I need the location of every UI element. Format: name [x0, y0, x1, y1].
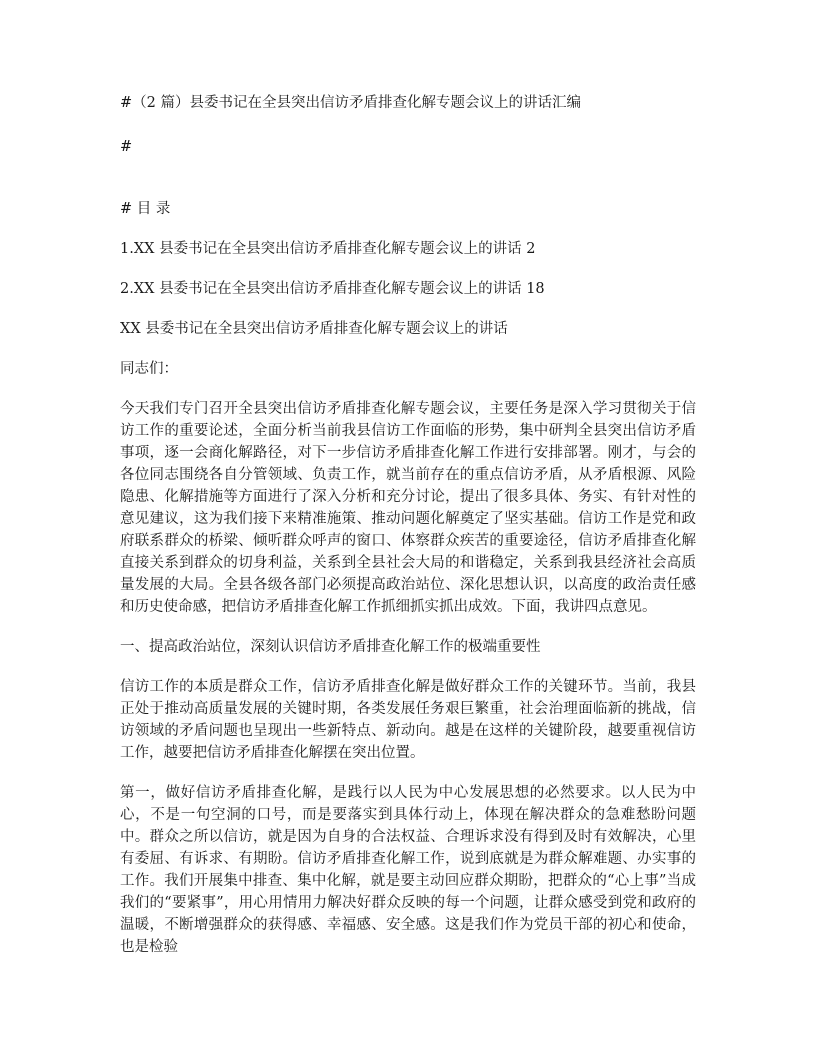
body-paragraph: 信访工作的本质是群众工作，信访矛盾排查化解是做好群众工作的关键环节。当前，我县正处于推动高质量发展的关键时期，各类发展任务艰巨繁重，社会治理面临新的挑战，信访领域的矛盾问题也呈现出一些新特点、新动向。越是在这样的关键阶段，越要重视信访工作，越要把信访矛盾排查化解摆在突出位置。 — [120, 679, 696, 761]
hash-line: # — [120, 139, 133, 155]
document-title: #（2 篇）县委书记在全县突出信访矛盾排查化解专题会议上的讲话汇编 — [120, 95, 581, 111]
body-paragraph: 今天我们专门召开全县突出信访矛盾排查化解专题会议，主要任务是深入学习贯彻关于信访工作的重要论述，全面分析当前我县信访工作面临的形势，集中研判全县突出信访矛盾事项，逐一会商化解路径，对下一步信访矛盾排查化解工作进行安排部署。刚才，与会的各位同志围绕各自分管领域、负责工作，就当前存在的重点信访矛盾，从矛盾根源、风险隐患、化解措施等方面进行了深入分析和充分讨论，提出了很多具体、务实、有针对性的意见建议，这为我们接下来精准施策、推动问题化解奠定了坚实基础。信访工作是党和政府联系群众的桥梁、倾听群众呼声的窗口、体察群众疾苦的重要途径，信访矛盾排查化解直接关系到群众的切身利益，关系到全县社会大局的和谐稳定，关系到我县经济社会高质量发展的大局。全县各级各部门必须提高政治站位、深化思想认识，以高度的政治责任感和历史使命感，把信访矛盾排查化解工作抓细抓实抓出成效。下面，我讲四点意见。 — [120, 401, 696, 615]
document-page — [120, 92, 696, 958]
body-paragraph: 第一，做好信访矛盾排查化解，是践行以人民为中心发展思想的必然要求。以人民为中心，不是一句空洞的口号，而是要落实到具体行动上，体现在解决群众的急难愁盼问题中。群众之所以信访，就是因为自身的合法权益、合理诉求没有得到及时有效解决，心里有委屈、有诉求、有期盼。信访矛盾排查化解工作，说到底就是为群众解难题、办实事的工作。我们开展集中排查、集中化解，就是要主动回应群众期盼，把群众的“心上事”当成我们的“要紧事”，用心用情用力解决好群众反映的每一个问题，让群众感受到党和政府的温暖，不断增强群众的获得感、幸福感、安全感。这是我们作为党员干部的初心和使命，也是检验 — [120, 785, 696, 955]
greeting: 同志们： — [120, 361, 178, 377]
toc-item: 1.XX 县委书记在全县突出信访矛盾排查化解专题会议上的讲话 2 — [120, 241, 536, 257]
section-heading: 一、提高政治站位，深刻认识信访矛盾排查化解工作的极端重要性 — [120, 639, 541, 655]
toc-item: 2.XX 县委书记在全县突出信访矛盾排查化解专题会议上的讲话 18 — [120, 281, 545, 297]
speech-title: XX 县委书记在全县突出信访矛盾排查化解专题会议上的讲话 — [120, 321, 508, 337]
toc-heading: # 目 录 — [120, 201, 171, 217]
